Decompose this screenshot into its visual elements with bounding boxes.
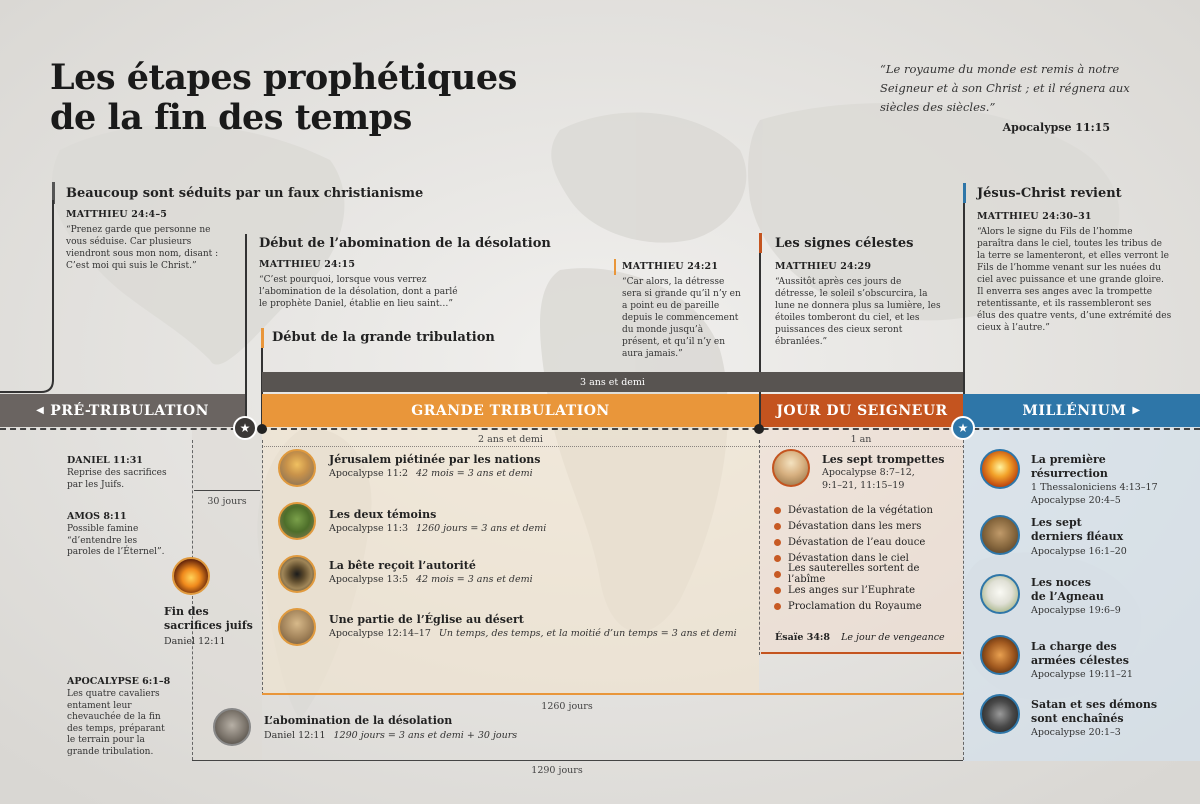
trompettes-title: Les sept trompettes [822,453,945,466]
mil-ref: Apocalypse 20:4–5 [1031,495,1121,506]
timeline-dot [257,424,267,434]
band-jour-du-seigneur: JOUR DU SEIGNEUR [761,394,963,427]
mil-ref: Apocalypse 19:11–21 [1031,669,1133,680]
list-item: Proclamation du Royaume [774,598,959,614]
chevron-left-icon: ◀ [36,405,45,416]
jerusalem-image [278,449,316,487]
item-title: La bête reçoit l’autorité [329,559,476,572]
section-tribulation-head: Début de la grande tribulation [272,330,495,345]
mil-ref: Apocalypse 19:6–9 [1031,605,1121,616]
timeline-baseline [0,428,1200,430]
abomination-title: L’abomination de la désolation [264,714,453,727]
measure-one-year: 1 an [850,434,872,445]
mil-title: Les sept derniers fléaux [1031,516,1124,543]
trumpets-image [772,449,810,487]
section-abomination-head: Début de l’abomination de la désolation [259,236,551,251]
mil-title: La première résurrection [1031,453,1108,480]
mil-title: Satan et ses démons sont enchaînés [1031,698,1158,725]
list-item: Dévastation de l’eau douce [774,534,959,550]
section-marker [963,183,966,203]
region-border [963,440,964,760]
section-signes-ref: MATTHIEU 24:29 [775,261,872,272]
fire-image [172,557,210,595]
left-amos-text: Possible famine “d’entendre les paroles de l’Éternel”. [67,524,165,557]
section-revient-ref: MATTHIEU 24:30–31 [977,211,1092,222]
item-ref: Apocalypse 11:2 42 mois = 3 ans et demi [329,468,533,479]
measure-1260-days: 1260 jours [541,701,593,712]
section-m2421-text: “Car alors, la détresse sera si grande qu’il n’y en a point eu de pareille depuis le commencement du monde jusqu’à présent, et qu’il n’y en aura jamais.” [622,277,741,359]
region-border [759,440,760,655]
section-marker [759,233,762,253]
section-signes-head: Les signes célestes [775,236,914,251]
item-ref: Apocalypse 11:3 1260 jours = 3 ans et demi [329,523,547,534]
plagues-image [980,515,1020,555]
left-amos-ref: AMOS 8:11 [67,511,127,522]
list-item: Les anges sur l’Euphrate [774,582,959,598]
item-title: Une partie de l’Église au désert [329,613,524,626]
section-faux-ref: MATTHIEU 24:4–5 [66,209,168,220]
chevron-right-icon: ▶ [1132,405,1141,416]
section-abomination-ref: MATTHIEU 24:15 [259,259,356,270]
measure-30-days: 30 jours [207,496,247,507]
mil-title: La charge des armées célestes [1031,640,1129,667]
fin-sacrifices-title: Fin des sacrifices juifs [164,605,253,632]
section-faux-head: Beaucoup sont séduits par un faux christianisme [66,186,424,201]
item-title: Jérusalem piétinée par les nations [329,453,541,466]
abomination-ref: Daniel 12:11 1290 jours = 3 ans et demi + 30 jours [264,730,518,741]
measure-line [194,490,260,491]
beast-eye-image [278,555,316,593]
list-item: Dévastation de la végétation [774,502,959,518]
band-grande-tribulation: GRANDE TRIBULATION [262,394,759,427]
region-border [192,440,193,760]
header-quote: “Le royaume du monde est remis à notre Seigneur et à son Christ ; et il régnera aux siècles des siècles.” [880,62,1130,114]
mil-ref: Apocalypse 20:1–3 [1031,727,1121,738]
connector-line [0,200,60,395]
left-apoc-text: Les quatre cavaliers entament leur chevauchée de la fin des temps, préparant le terrain pour la grande tribulation. [67,689,165,757]
armies-image [980,635,1020,675]
timeline-dot [754,424,764,434]
section-revient-text: “Alors le signe du Fils de l’homme paraîtra dans le ciel, toutes les tribus de la terre se lamenteront, et elles verront le Fils de l’homme venant sur les nuées du ciel avec puissance et une grande gloire. Il enverra ses anges avec la trompette retentissante, et ils rassembleront ses élus des quatre vents, d’une extrémité des cieux à l’autre.” [977,227,1172,333]
item-ref: Apocalypse 13:5 42 mois = 3 ans et demi [329,574,533,585]
mil-ref: Apocalypse 16:1–20 [1031,546,1127,557]
page-title: Les étapes prophétiques de la fin des temps [50,57,517,138]
section-signes-text: “Aussitôt après ces jours de détresse, le soleil s’obscurcira, la lune ne donnera plus sa lumière, les étoiles tomberont du ciel, et les puissances des cieux seront ébranlées.” [775,277,941,347]
band-millenium: MILLÉNIUM ▶ [963,394,1200,427]
section-abomination-text: “C’est pourquoi, lorsque vous verrez l’abomination de la désolation, dont a parlé le prophète Daniel, établie en lieu saint…” [259,275,458,309]
measure-line-1290 [192,760,963,761]
section-revient-head: Jésus-Christ revient [977,186,1122,201]
list-item: Les sauterelles sortent de l’abîme [774,566,959,582]
section-m2421-ref: MATTHIEU 24:21 [622,261,719,272]
star-icon: ★ [951,416,975,440]
olive-tree-image [278,502,316,540]
measure-1290-days: 1290 jours [531,765,583,776]
section-marker [614,259,616,275]
measure-line [759,446,963,447]
trompettes-ref2: 9:1–21, 11:15–19 [822,480,905,491]
fin-sacrifices-ref: Daniel 12:11 [164,636,226,647]
header-quote-ref: Apocalypse 11:15 [1002,121,1110,134]
mil-title: Les noces de l’Agneau [1031,576,1104,603]
measure-line-vengeance [761,652,961,654]
mil-ref: 1 Thessaloniciens 4:13–17 [1031,482,1158,493]
resurrection-image [980,449,1020,489]
section-faux-text: “Prenez garde que personne ne vous séduise. Car plusieurs viendront sous mon nom, disant : C’est moi qui suis le Christ.” [66,225,219,271]
measure-line [262,446,759,447]
measure-two-and-half: 2 ans et demi [478,434,543,445]
left-apoc-ref: APOCALYPSE 6:1–8 [67,676,171,687]
left-daniel-text: Reprise des sacrifices par les Juifs. [67,468,167,490]
timeline-marker-line [245,234,247,426]
band-pre-tribulation: ◀ PRÉ-TRIBULATION [0,394,245,427]
left-daniel-ref: DANIEL 11:31 [67,455,143,466]
chains-image [980,694,1020,734]
measure-line-1260 [262,693,963,695]
desert-image [278,608,316,646]
lamb-image [980,574,1020,614]
list-item: Dévastation dans les mers [774,518,959,534]
region-border [262,440,263,695]
star-icon: ★ [233,416,257,440]
esaie-line: Ésaïe 34:8 Le jour de vengeance [775,632,945,643]
abomination-image [213,708,251,746]
item-ref: Apocalypse 12:14–17 Un temps, des temps, et la moitié d’un temps = 3 ans et demi [329,628,737,639]
trompettes-list [774,502,959,614]
item-title: Les deux témoins [329,508,437,521]
list-item: Dévastation dans le ciel [774,550,959,566]
section-marker [261,328,264,348]
trompettes-ref1: Apocalypse 8:7–12, [822,467,915,478]
three-and-half-years-bar: 3 ans et demi [262,372,963,392]
